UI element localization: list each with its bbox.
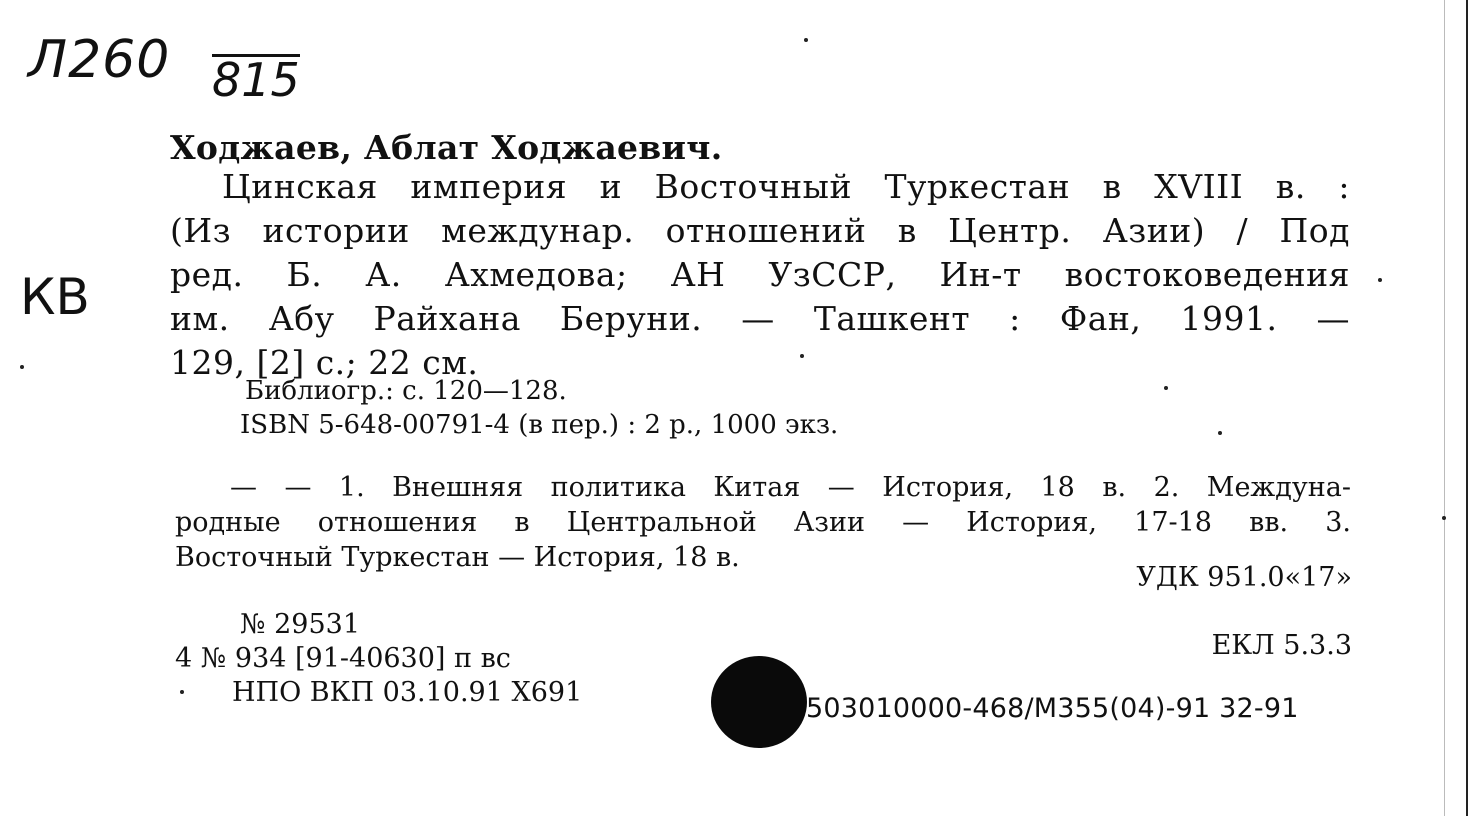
handwritten-fraction-number: 815 — [212, 53, 300, 107]
subject-headings — [175, 470, 1351, 575]
speck — [1378, 278, 1382, 282]
record-number: № 29531 — [240, 609, 361, 640]
isbn-line: ISBN 5-648-00791-4 (в пер.) : 2 р., 1000 экз. — [240, 410, 839, 440]
speck — [804, 38, 808, 42]
description-line: 129, [2] с.; 22 см. — [170, 343, 479, 382]
card-edge — [1466, 0, 1468, 816]
card-edge-line — [1444, 0, 1445, 816]
registration-block — [175, 608, 582, 710]
description-line: им. Абу Райхана Беруни. — Ташкент : Фан, 1991. — — [170, 299, 1350, 338]
description-line: (Из истории междунар. отношений в Центр. Азии) / Под — [170, 211, 1350, 250]
subject-line: — — 1. Внешняя политика Китая — История, 18 в. 2. Междуна- — [230, 472, 1351, 503]
speck — [800, 354, 804, 358]
handwritten-call-number: Л260 — [28, 30, 171, 90]
bibliography-note: Библиогр.: с. 120—128. — [245, 376, 567, 406]
subject-line: Восточный Туркестан — История, 18 в. — [175, 542, 740, 573]
speck — [1218, 431, 1222, 435]
order-line: 4 № 934 [91-40630] п вс — [175, 643, 511, 674]
catalog-code: 503010000-468/М355(04)-91 32-91 — [806, 693, 1299, 724]
speck — [1442, 516, 1446, 520]
publisher-line: НПО ВКП 03.10.91 Х691 — [232, 677, 583, 708]
speck — [180, 690, 184, 694]
subject-line: родные отношения в Центральной Азии — История, 17-18 вв. 3. — [175, 507, 1351, 538]
udk-code: УДК 951.0«17» — [1136, 562, 1352, 593]
speck — [20, 365, 24, 369]
handwritten-mark: КВ — [20, 268, 90, 326]
speck — [1164, 386, 1168, 390]
author-heading: Ходжаев, Аблат Ходжаевич. — [170, 128, 723, 167]
description-line: Цинская империя и Восточный Туркестан в XVIII в. : — [222, 167, 1350, 206]
ekl-code: ЕКЛ 5.3.3 — [1211, 630, 1352, 661]
bibliographic-description — [170, 165, 1350, 385]
description-line: ред. Б. А. Ахмедова; АН УзССР, Ин-т востоковедения — [170, 255, 1350, 294]
punch-hole — [711, 656, 807, 748]
